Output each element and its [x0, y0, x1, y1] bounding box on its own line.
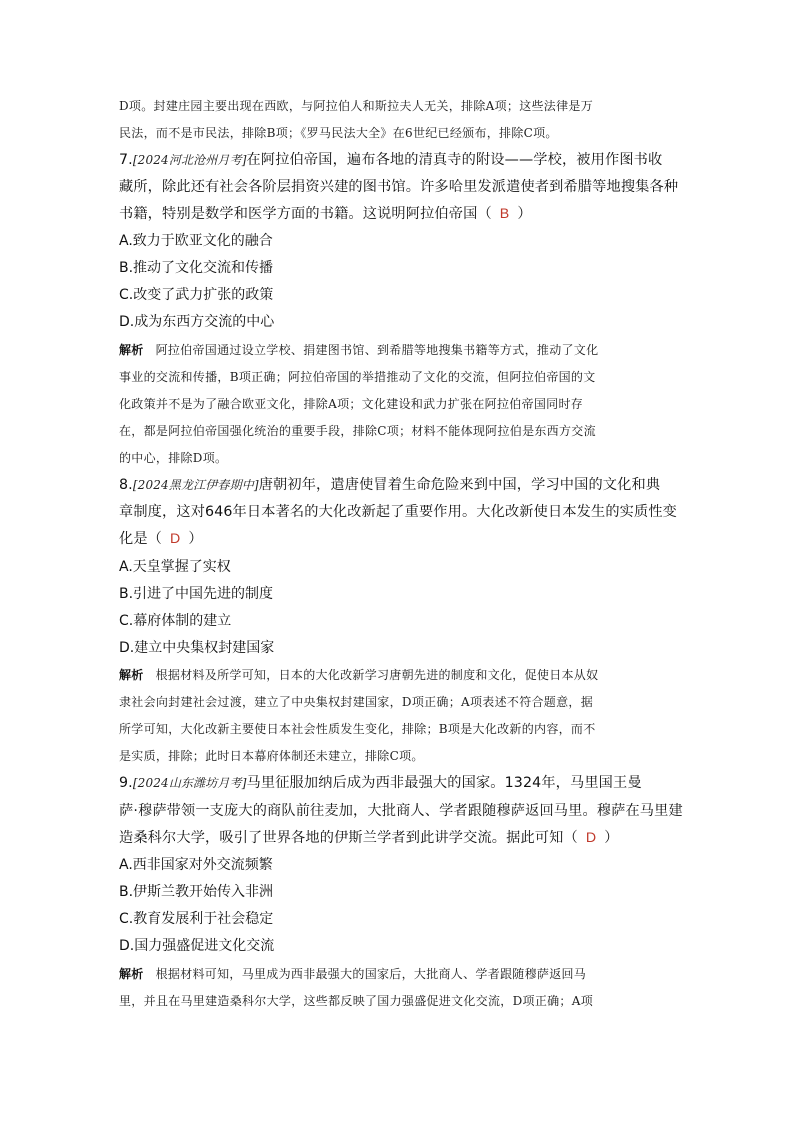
question-7-explanation-line-3: 化政策并不是为了融合欧亚文化，排除A项；文化建设和武力扩张在阿拉伯帝国同时存 — [119, 397, 584, 411]
question-source: [2024河北沧州月考] — [132, 153, 247, 167]
question-source: [2024黑龙江伊春期中] — [132, 478, 259, 492]
question-7-stem-line-1: 7.[2024河北沧州月考]在阿拉伯帝国，遍布各地的清真寺的附设——学校，被用作图书收 — [119, 152, 663, 168]
explanation-label: 解析 — [119, 668, 144, 682]
question-7-explanation-line-1: 解析 阿拉伯帝国通过设立学校、捐建图书馆、到希腊等地搜集书籍等方式，推动了文化 — [119, 343, 599, 357]
question-8-explanation-line-1: 解析 根据材料及所学可知，日本的大化改新学习唐朝先进的制度和文化，促使日本从奴 — [119, 668, 599, 682]
question-8-stem-line-2: 章制度，这对646年日本著名的大化改新起了重要作用。大化改新使日本发生的实质性变 — [119, 504, 678, 520]
explanation-label: 解析 — [119, 343, 144, 357]
question-8-option-b: B.引进了中国先进的制度 — [119, 586, 274, 602]
question-8-explanation-line-4: 是实质，排除；此时日本幕府体制还未建立，排除C项。 — [119, 749, 424, 763]
question-7-option-b: B.推动了文化交流和传播 — [119, 260, 274, 276]
question-9-explanation-line-1: 解析 根据材料可知，马里成为西非最强大的国家后，大批商人、学者跟随穆萨返回马 — [119, 967, 587, 981]
prev-explanation-line-2: 民法，而不是市民法，排除B项；《罗马民法大全》在6世纪已经颁布，排除C项。 — [119, 126, 558, 140]
question-7-stem-line-2: 藏所，除此还有社会各阶层捐资兴建的图书馆。许多哈里发派遣使者到希腊等地搜集各种 — [119, 179, 679, 195]
question-8-option-a: A.天皇掌握了实权 — [119, 559, 231, 575]
question-9-stem-line-1: 9.[2024山东潍坊月考]马里征服加纳后成为西非最强大的国家。1324年，马里国王曼 — [119, 775, 642, 791]
question-7-explanation-line-5: 的中心，排除D项。 — [119, 451, 228, 465]
question-8-explanation-line-3: 所学可知，大化改新主要使日本社会性质发生变化，排除；B项是大化改新的内容，而不 — [119, 722, 596, 736]
question-8-stem-line-1: 8.[2024黑龙江伊春期中]唐朝初年，遣唐使冒着生命危险来到中国，学习中国的文化和典 — [119, 477, 661, 493]
question-7-option-a: A.致力于欧亚文化的融合 — [119, 233, 273, 249]
question-number: 7. — [119, 152, 133, 168]
prev-explanation-line-1: D项。封建庄园主要出现在西欧，与阿拉伯人和斯拉夫人无关，排除A项；这些法律是万 — [119, 99, 593, 113]
question-9-option-d: D.国力强盛促进文化交流 — [119, 938, 275, 954]
question-9-explanation-line-2: 里，并且在马里建造桑科尔大学，这些都反映了国力强盛促进文化交流，D项正确；A项 — [119, 994, 593, 1008]
answer-mark: B — [499, 206, 510, 222]
question-8-option-d: D.建立中央集权封建国家 — [119, 640, 275, 656]
question-7-explanation-line-2: 事业的交流和传播，B项正确；阿拉伯帝国的举措推动了文化的交流，但阿拉伯帝国的文 — [119, 370, 596, 384]
question-9-stem-line-3: 造桑科尔大学，吸引了世界各地的伊斯兰学者到此讲学交流。据此可知（ D ） — [119, 830, 619, 846]
answer-mark: D — [170, 531, 181, 547]
question-9-stem-line-2: 萨·穆萨带领一支庞大的商队前往麦加，大批商人、学者跟随穆萨返回马里。穆萨在马里建 — [119, 803, 683, 819]
question-9-option-c: C.教育发展利于社会稳定 — [119, 911, 274, 927]
explanation-label: 解析 — [119, 967, 144, 981]
question-number: 9. — [119, 775, 133, 791]
question-7-option-c: C.改变了武力扩张的政策 — [119, 287, 274, 303]
question-9-option-b: B.伊斯兰教开始传入非洲 — [119, 884, 274, 900]
question-8-stem-line-3: 化是（ D ） — [119, 531, 203, 547]
question-8-explanation-line-2: 隶社会向封建社会过渡，建立了中央集权封建国家，D项正确；A项表述不符合题意，据 — [119, 695, 593, 709]
question-7-explanation-line-4: 在，都是阿拉伯帝国强化统治的重要手段，排除C项；材料不能体现阿拉伯是东西方交流 — [119, 424, 596, 438]
question-9-option-a: A.西非国家对外交流频繁 — [119, 857, 273, 873]
question-source: [2024山东潍坊月考] — [132, 776, 247, 790]
answer-mark: D — [585, 830, 597, 846]
question-7-stem-line-3: 书籍，特别是数学和医学方面的书籍。这说明阿拉伯帝国（ B ） — [119, 206, 532, 222]
question-number: 8. — [119, 477, 133, 493]
question-7-option-d: D.成为东西方交流的中心 — [119, 314, 275, 330]
question-8-option-c: C.幕府体制的建立 — [119, 613, 232, 629]
